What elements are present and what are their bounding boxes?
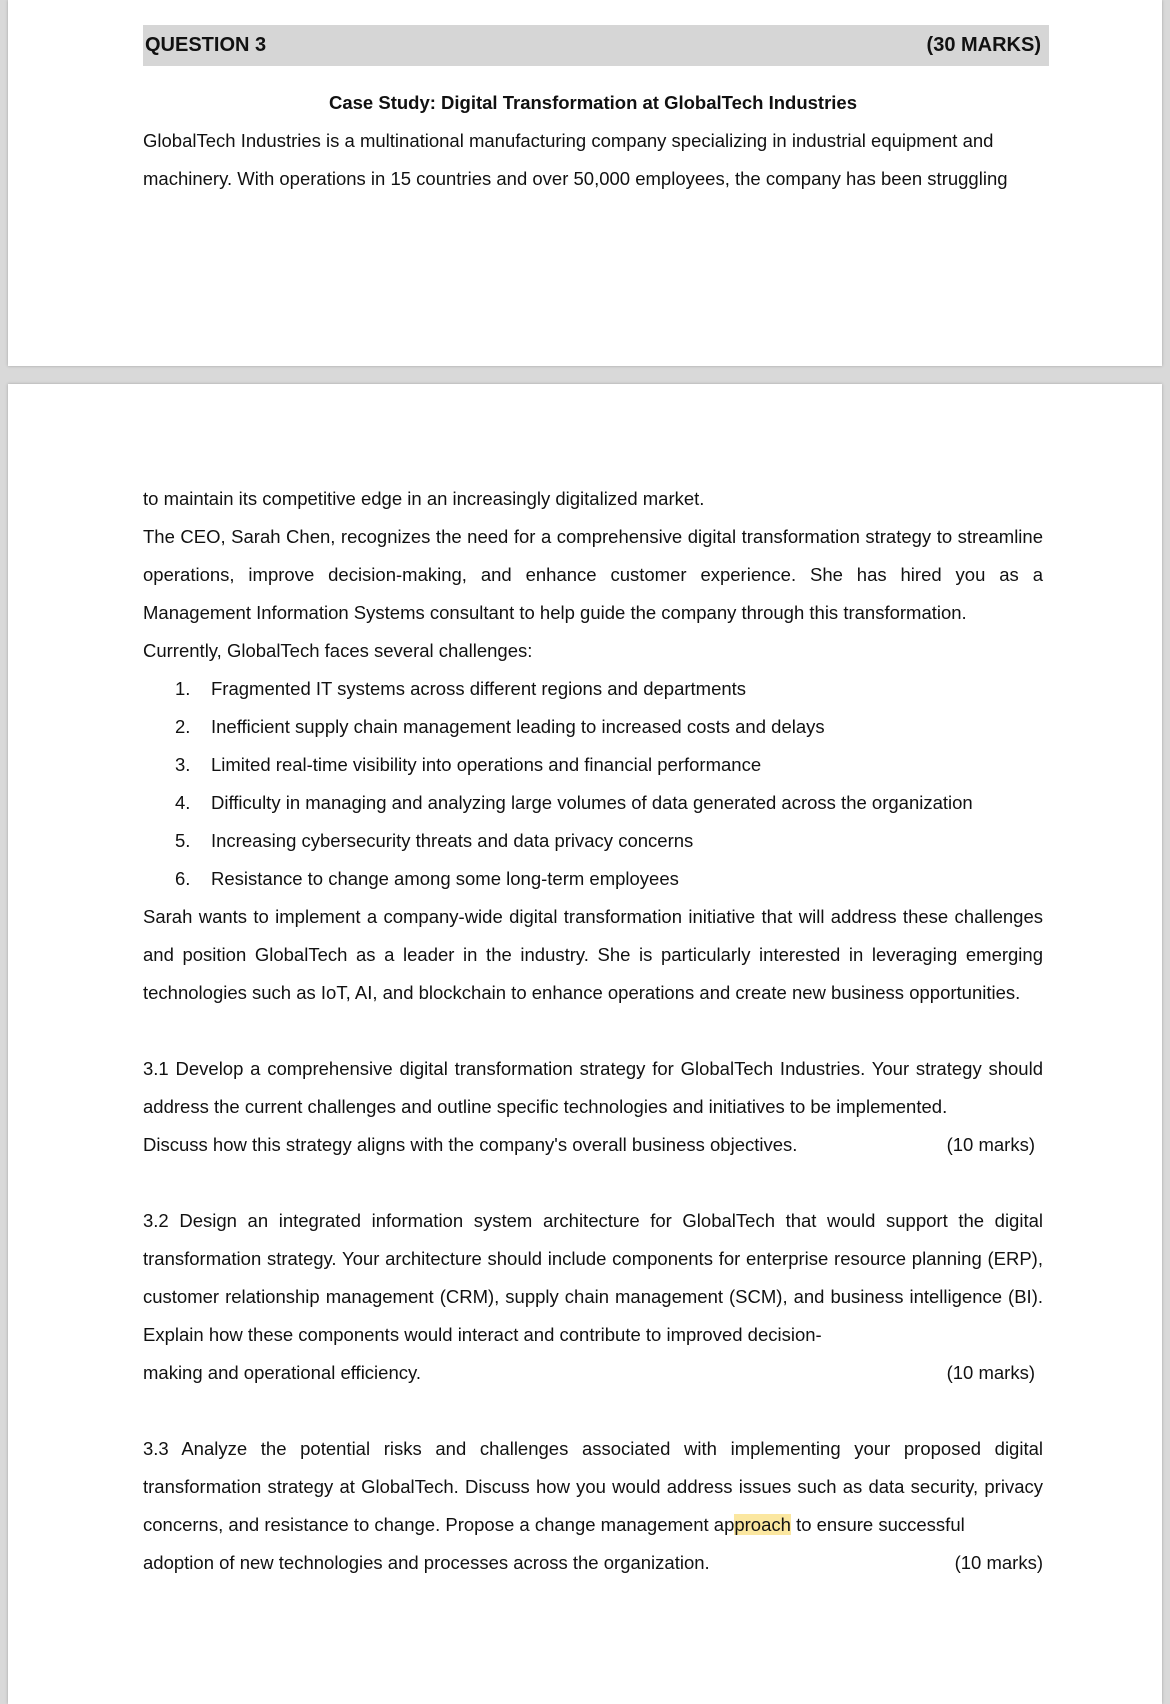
question-3-3 xyxy=(143,1430,1043,1582)
list-number: 1. xyxy=(175,678,191,699)
question-3-1-marks: (10 marks) xyxy=(946,1134,1035,1155)
question-total-marks: (30 MARKS) xyxy=(926,34,1041,56)
list-item xyxy=(143,708,1043,746)
question-3-3-text-a: 3.3 Analyze the potential risks and challenges associated with implementing your proposed digital transformation strategy at GlobalTech. Discuss how you would address issues such as data security, privacy concerns, and resistance to change. Propose a change management ap xyxy=(143,1438,1043,1535)
question-header xyxy=(143,25,1049,66)
ceo-paragraph: The CEO, Sarah Chen, recognizes the need for a comprehensive digital transformation strategy to streamline operations, improve decision-making, and enhance customer experience. She has hired you as a Management Information Systems consultant to help guide the company through this transformation. xyxy=(143,526,1043,623)
question-3-2-body: 3.2 Design an integrated information system architecture for GlobalTech that would support the digital transformation strategy. Your architecture should include components for enterprise resource planning (ERP), customer relationship management (CRM), supply chain management (SCM), and business intelligence (BI). Explain how these components would interact and contribute to improved decision- xyxy=(143,1210,1043,1345)
sarah-paragraph: Sarah wants to implement a company-wide digital transformation initiative that will address these challenges and position GlobalTech as a leader in the industry. She is particularly interested in leveraging emerging technologies such as IoT, AI, and blockchain to enhance operations and create new business opportunities. xyxy=(143,906,1043,1003)
question-3-2-last-line: making and operational efficiency. xyxy=(143,1362,422,1383)
question-3-2-marks: (10 marks) xyxy=(946,1362,1035,1383)
list-item xyxy=(143,670,1043,708)
list-number: 6. xyxy=(175,868,191,889)
intro-continued: to maintain its competitive edge in an increasingly digitalized market. xyxy=(143,488,705,509)
intro-line-2: machinery. With operations in 15 countries and over 50,000 employees, the company has been struggling xyxy=(143,168,1008,189)
list-item-text: Limited real-time visibility into operations and financial performance xyxy=(211,754,762,775)
question-3-1 xyxy=(143,1050,1043,1164)
list-item xyxy=(143,860,1043,898)
list-item-text: Difficulty in managing and analyzing large volumes of data generated across the organization xyxy=(211,792,973,813)
question-3-2 xyxy=(143,1202,1043,1392)
document-page-2 xyxy=(8,384,1162,1704)
list-number: 3. xyxy=(175,754,191,775)
list-item xyxy=(143,746,1043,784)
list-number: 5. xyxy=(175,830,191,851)
list-item-text: Increasing cybersecurity threats and data privacy concerns xyxy=(211,830,694,851)
list-item xyxy=(143,822,1043,860)
list-number: 2. xyxy=(175,716,191,737)
question-3-1-last-line: Discuss how this strategy aligns with the company's overall business objectives. xyxy=(143,1134,798,1155)
case-study-title: Case Study: Digital Transformation at GlobalTech Industries xyxy=(328,92,858,113)
intro-line-1: GlobalTech Industries is a multinational manufacturing company specializing in industrial equipment and xyxy=(143,130,994,151)
question-3-3-marks: (10 marks) xyxy=(954,1552,1043,1573)
challenges-list xyxy=(143,670,1043,898)
question-3-3-text-b: to ensure successful xyxy=(790,1514,965,1535)
list-item-text: Fragmented IT systems across different regions and departments xyxy=(211,678,747,699)
list-number: 4. xyxy=(175,792,191,813)
question-number: QUESTION 3 xyxy=(145,34,267,56)
highlighted-text: proach xyxy=(734,1514,791,1535)
list-item-text: Resistance to change among some long-term employees xyxy=(211,868,679,889)
question-3-1-body: 3.1 Develop a comprehensive digital transformation strategy for GlobalTech Industries. Your strategy should address the current challenges and outline specific technologies and initiatives to be implemented. xyxy=(143,1058,1043,1117)
question-3-3-body xyxy=(143,1430,1043,1544)
question-3-3-last-line: adoption of new technologies and processes across the organization. xyxy=(143,1552,710,1573)
page-2-content xyxy=(143,480,1043,1582)
challenges-intro: Currently, GlobalTech faces several challenges: xyxy=(143,640,533,661)
list-item xyxy=(143,784,1043,822)
list-item-text: Inefficient supply chain management leading to increased costs and delays xyxy=(211,716,825,737)
document-page-1 xyxy=(8,0,1162,366)
page-1-content xyxy=(143,84,1043,198)
